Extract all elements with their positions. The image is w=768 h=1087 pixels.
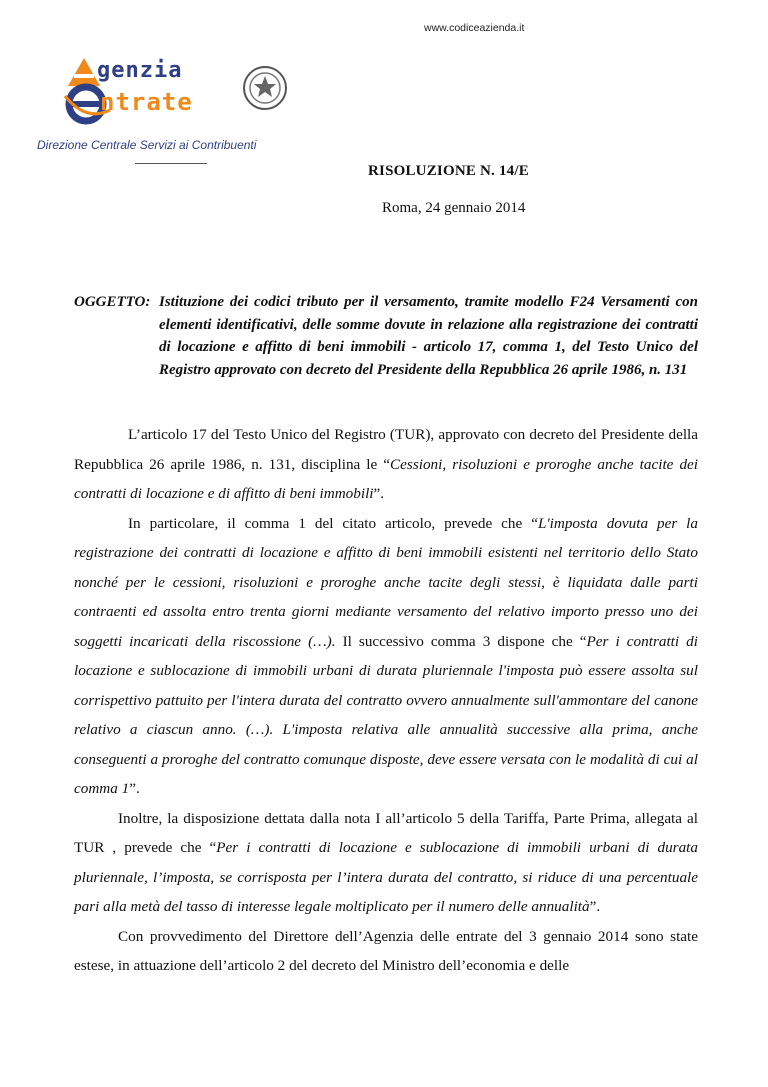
p2-quote-2: Per i contratti di locazione e sublocazione di immobili urbani di durata pluriennale l'imposta può essere assolta sul corrispettivo pattuito per l'intera durata del contratto ovvero annualmente sull'ammontare del canone relativo a ciascun anno. (…). L'imposta relativa alle annualità successive alla prima, anche conseguenti a proroghe del contratto comunque disposte, deve essere versata con le modalità di cui al comma 1 xyxy=(74,632,698,797)
p3-end: ”. xyxy=(589,898,601,915)
paragraph-3 xyxy=(74,804,698,922)
paragraph-1 xyxy=(74,420,698,509)
p1-end: ”. xyxy=(373,485,385,502)
logo-word-entrate: ntrate xyxy=(100,88,193,116)
subject-label: OGGETTO: xyxy=(74,294,151,310)
p2-quote: L'imposta dovuta per la registrazione dei contratti di locazione e affitto di beni immobili esistenti nel territorio dello Stato nonché per le cessioni, risoluzioni e proroghe anche tacite degli stessi, è liquidata dalle parti contraenti ed assolta entro trenta giorni mediante versamento del relativo importo presso uno dei soggetti incaricati della riscossione (…). xyxy=(74,514,698,650)
subject-text: Istituzione dei codici tributo per il versamento, tramite modello F24 Versamenti con elementi identificativi, delle somme dovute in relazione alla registrazione dei contratti di locazione e affitto di beni immobili - articolo 17, comma 1, del Testo Unico del Registro approvato con decreto del Presidente della Repubblica 26 aprile 1986, n. 131 xyxy=(159,294,698,378)
p3-quote: Per i contratti di locazione e sublocazione di immobili urbani di durata pluriennale, l’imposta, se corrisposta per l’intera durata del contratto, si riduce di una percentuale pari alla metà del tasso di interesse legale moltiplicato per il numero delle annualità xyxy=(74,839,698,915)
website-url: www.codiceazienda.it xyxy=(424,22,525,34)
p2-mid: Il successivo comma 3 dispone che “ xyxy=(335,632,587,650)
p3-text: Inoltre, la disposizione dettata dalla nota I all’articolo 5 della Tariffa, Parte Prima, allegata al TUR , prevede che “ xyxy=(74,809,698,856)
subject-block xyxy=(74,291,698,381)
p1-text: L’articolo 17 del Testo Unico del Registro (TUR), approvato con decreto del Presidente della Repubblica 26 aprile 1986, n. 131, disciplina le “ xyxy=(74,426,698,473)
resolution-number: RISOLUZIONE N. 14/E xyxy=(368,163,529,179)
paragraph-2 xyxy=(74,509,698,804)
logo-word-agenzia: genzia xyxy=(97,58,183,83)
p2-end: ”. xyxy=(129,780,140,797)
p2-text: In particolare, il comma 1 del citato articolo, prevede che “ xyxy=(128,514,538,532)
agenzia-entrate-logo xyxy=(62,52,292,128)
p1-quote: Cessioni, risoluzioni e proroghe anche tacite dei contratti di locazione e di affitto di beni immobili xyxy=(74,455,699,502)
place-date: Roma, 24 gennaio 2014 xyxy=(382,200,526,216)
department-divider xyxy=(135,163,207,164)
document-body xyxy=(74,420,698,981)
paragraph-4: Con provvedimento del Direttore dell’Agenzia delle entrate del 3 gennaio 2014 sono state estese, in attuazione dell’articolo 2 del decreto del Ministro dell’economia e delle xyxy=(74,927,698,974)
department-name: Direzione Centrale Servizi ai Contribuenti xyxy=(37,138,257,152)
